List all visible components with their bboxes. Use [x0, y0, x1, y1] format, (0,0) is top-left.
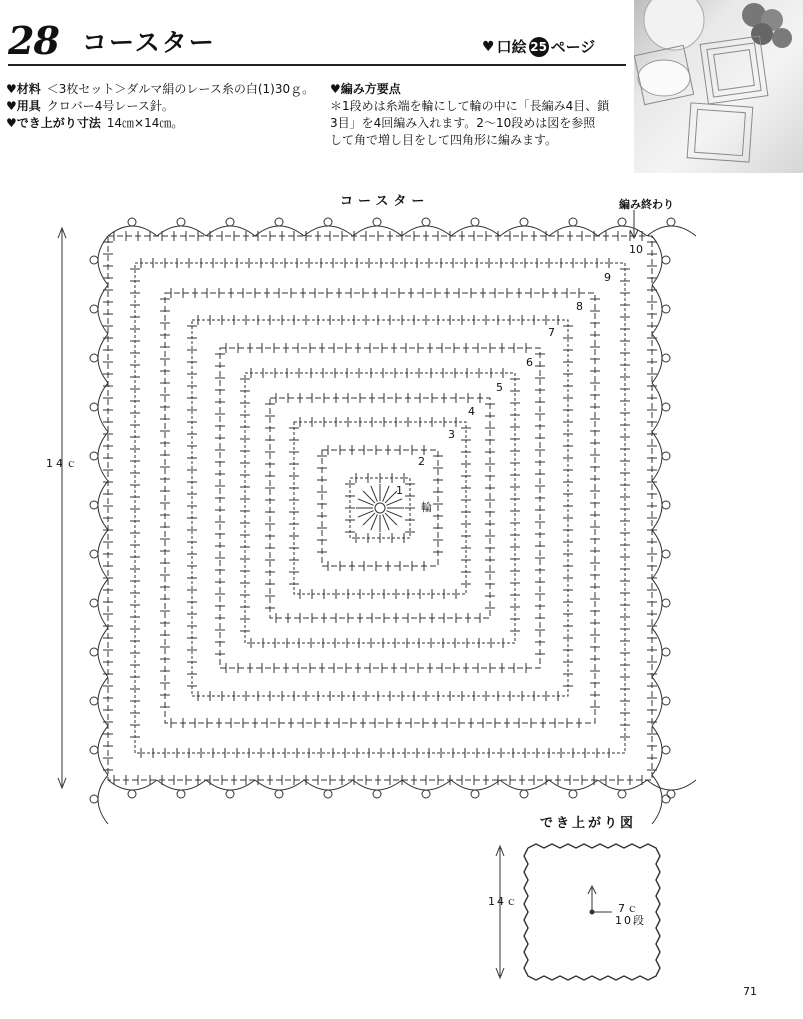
chart-title: コースター [340, 194, 430, 209]
instructions-heading: 編み方要点 [340, 82, 401, 96]
chart-stroke [662, 648, 670, 656]
chart-stroke [157, 780, 206, 790]
chart-stroke [90, 354, 98, 362]
photo-ref-prefix: 口絵 [496, 38, 527, 56]
chart-stroke [647, 226, 696, 236]
pattern-title: コースター [82, 28, 216, 57]
chart-stroke [226, 218, 234, 226]
size-value: 14㎝×14㎝。 [106, 116, 184, 130]
tools-label: 用具 [16, 99, 41, 113]
finished-center-dim: 7ｃ [618, 902, 640, 915]
round-number: 6 [526, 356, 533, 369]
heart-icon: ♥ [330, 82, 341, 96]
chart-stroke [206, 226, 255, 236]
instructions-line: して角で増し目をして四角形に編みます。 [330, 133, 558, 147]
chart-stroke [652, 383, 662, 432]
chart-stroke [652, 677, 662, 726]
chart-stroke [90, 795, 98, 803]
chart-stroke [500, 780, 549, 790]
chart-stroke [662, 697, 670, 705]
chart-stroke [98, 285, 108, 334]
chart-stroke [90, 305, 98, 313]
chart-stroke [451, 226, 500, 236]
chart-stroke [90, 746, 98, 754]
chart-stroke [652, 432, 662, 481]
materials-label: 材料 [16, 82, 41, 96]
round-number: 8 [576, 300, 583, 313]
chart-stroke [90, 697, 98, 705]
round-number: 4 [468, 405, 475, 418]
heart-icon: ♥ [6, 82, 17, 96]
chart-stroke [220, 348, 540, 668]
chart-stroke [422, 218, 430, 226]
chart-stroke [662, 256, 670, 264]
chart-stroke [90, 648, 98, 656]
chart-stroke [90, 599, 98, 607]
chart-stroke [98, 677, 108, 726]
chart-stroke [652, 579, 662, 628]
chart-stroke [255, 226, 304, 236]
chart-stroke [157, 226, 206, 236]
chart-stroke [373, 218, 381, 226]
chart-stroke [652, 628, 662, 677]
chart-stroke [226, 790, 234, 798]
size-label: でき上がり寸法 [16, 116, 101, 130]
dimension-label: 14ｃ [46, 457, 80, 470]
chart-stroke [662, 501, 670, 509]
chart-stroke [662, 403, 670, 411]
chart-stroke [652, 285, 662, 334]
heart-icon: ♥ [6, 116, 17, 130]
chart-stroke [373, 790, 381, 798]
chart-ring [375, 503, 385, 513]
instructions-line: 3目」を4回編み入れます。2～10段めは図を参照 [330, 116, 596, 130]
chart-stroke [128, 790, 136, 798]
chart-stroke [275, 218, 283, 226]
chart-stroke [255, 780, 304, 790]
finished-title: でき上がり図 [540, 816, 637, 831]
chart-stroke [192, 320, 568, 696]
instructions-line: ＊1段めは糸端を輪にして輪の中に「長編み4目、鎖 [330, 99, 610, 113]
ring-label: 輪 [421, 501, 432, 514]
round-number: 10 [629, 243, 643, 256]
heart-icon: ♥ [482, 38, 495, 55]
round-number: 5 [496, 381, 503, 394]
chart-stroke [549, 780, 598, 790]
chart-stroke [324, 218, 332, 226]
chart-stroke [471, 218, 479, 226]
chart-stroke [667, 790, 675, 798]
chart-stroke [652, 334, 662, 383]
chart-stroke [324, 790, 332, 798]
chart-stroke [451, 780, 500, 790]
round-number: 9 [604, 271, 611, 284]
chart-stroke [90, 256, 98, 264]
chart-stroke [647, 780, 696, 790]
chart-stroke [662, 354, 670, 362]
chart-stroke [598, 226, 647, 236]
chart-stroke [520, 218, 528, 226]
round-number: 7 [548, 326, 555, 339]
heart-icon: ♥ [6, 99, 17, 113]
materials-value: ＜3枚セット＞ダルマ絹のレース糸の白(1)30ｇ。 [46, 82, 315, 96]
chart-stroke [662, 746, 670, 754]
tools-value: クロバー4号レース針。 [46, 99, 174, 113]
chart-stroke [177, 790, 185, 798]
chart-stroke [618, 218, 626, 226]
page-number: 71 [743, 985, 757, 998]
chart-stroke [90, 501, 98, 509]
chart-stroke [294, 422, 466, 594]
pattern-number: 28 [8, 18, 59, 63]
photo-ref-page: 25 [529, 37, 549, 57]
finished-center-dot [590, 910, 594, 914]
chart-stroke [128, 218, 136, 226]
chart-stroke [598, 780, 647, 790]
chart-stroke [569, 218, 577, 226]
chart-stroke [667, 218, 675, 226]
chart-stroke [618, 790, 626, 798]
round-number: 3 [448, 428, 455, 441]
chart-stroke [98, 775, 108, 824]
chart-stroke [177, 218, 185, 226]
chart-stroke [471, 790, 479, 798]
chart-stroke [662, 795, 670, 803]
chart-stroke [98, 432, 108, 481]
round-number: 1 [396, 484, 403, 497]
chart-stroke [98, 383, 108, 432]
chart-stroke [422, 790, 430, 798]
chart-stroke [549, 226, 598, 236]
chart-stroke [98, 334, 108, 383]
chart-stroke [569, 790, 577, 798]
chart-stroke [275, 790, 283, 798]
chart-stroke [90, 550, 98, 558]
chart-stroke [662, 452, 670, 460]
finished-rounds: 10段 [615, 914, 646, 927]
chart-stroke [304, 226, 353, 236]
chart-stroke [98, 628, 108, 677]
chart-stroke [304, 780, 353, 790]
chart-stroke [662, 550, 670, 558]
finished-dimension: 14ｃ [488, 895, 519, 908]
chart-stroke [206, 780, 255, 790]
chart-stroke [98, 579, 108, 628]
photo-ref-suffix: ページ [550, 38, 596, 56]
chart-stroke [520, 790, 528, 798]
chart-stroke [270, 398, 490, 618]
round-number: 2 [418, 455, 425, 468]
chart-stroke [108, 236, 652, 780]
chart-stroke [662, 599, 670, 607]
chart-stroke [98, 726, 108, 775]
finish-label: 編み終わり [619, 198, 674, 211]
chart-stroke [500, 226, 549, 236]
chart-stroke [652, 726, 662, 775]
chart-stroke [662, 305, 670, 313]
chart-stroke [90, 403, 98, 411]
chart-stroke [652, 775, 662, 824]
chart-stroke [90, 452, 98, 460]
